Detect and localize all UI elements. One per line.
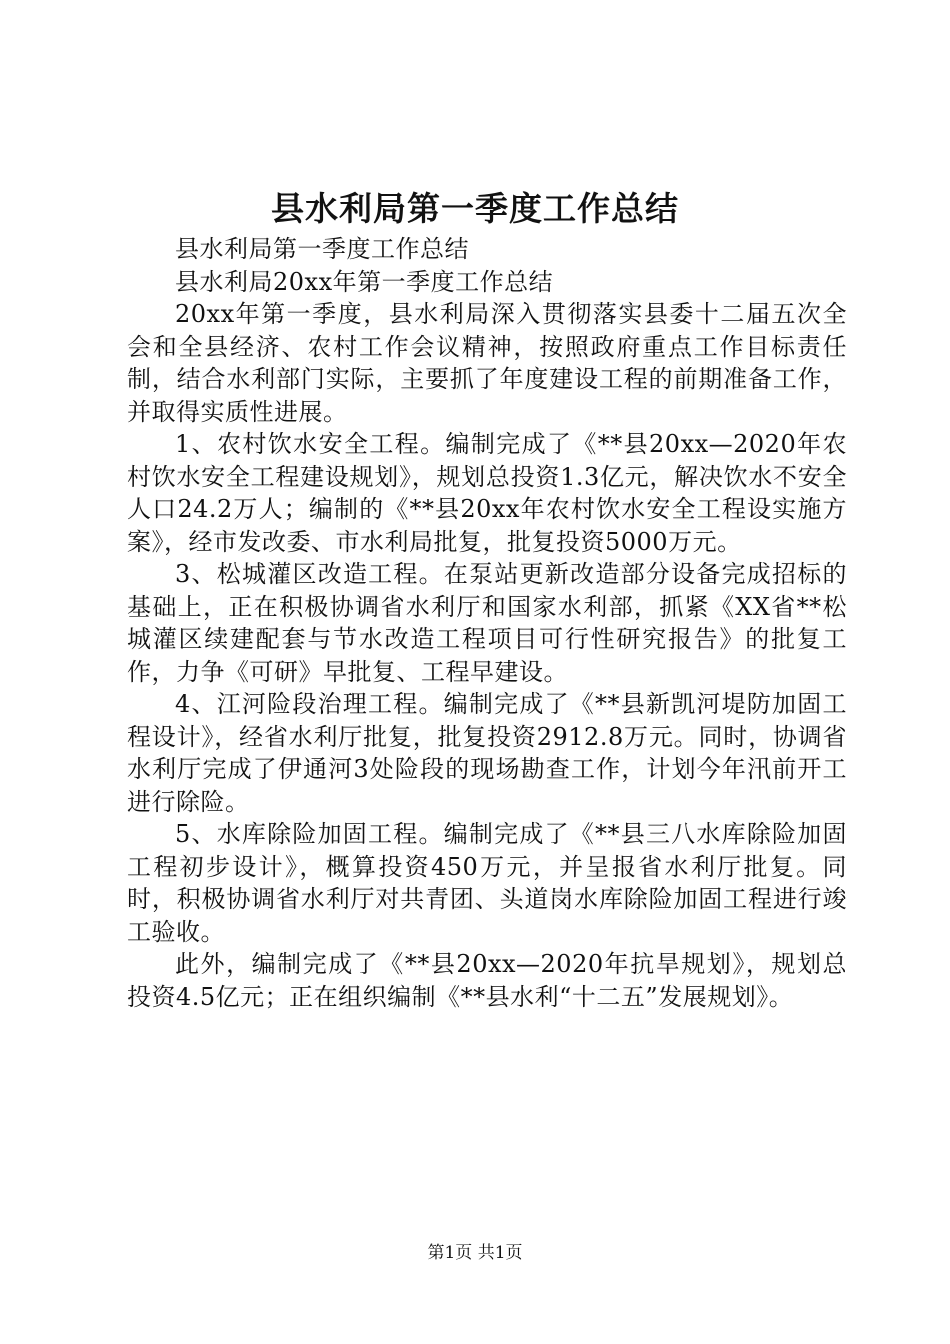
document-title: 县水利局第一季度工作总结 — [271, 189, 679, 228]
page-footer: 第1页 共1页 — [427, 1243, 523, 1263]
subtitle-year-paragraph: 县水利局20xx年第一季度工作总结 — [175, 267, 554, 296]
reservoir-paragraph: 5、水库除险加固工程。编制完成了《**县三八水库除险加固工程初步设计》，概算投资450万元，并呈报省水利厅批复。同时，积极协调省水利厅对共青团、头道岗水库除险加固工程进行竣工验收。 — [127, 820, 847, 946]
subtitle-paragraph: 县水利局第一季度工作总结 — [175, 235, 469, 263]
drinking-water-paragraph: 1、农村饮水安全工程。编制完成了《**县20xx—2020年农村饮水安全工程建设规划》，规划总投资1.3亿元，解决饮水不安全人口24.2万人；编制的《**县20xx年农村饮水安全工程设实施方案》，经市发改委、市水利局批复，批复投资5000万元。 — [127, 430, 847, 556]
irrigation-paragraph: 3、松城灌区改造工程。在泵站更新改造部分设备完成招标的基础上，正在积极协调省水利厅和国家水利部，抓紧《XX省**松城灌区续建配套与节水改造工程项目可行性研究报告》的批复工作，力争《可研》早批复、工程早建设。 — [127, 560, 847, 686]
intro-paragraph: 20xx年第一季度，县水利局深入贯彻落实县委十二届五次全会和全县经济、农村工作会议精神，按照政府重点工作目标责任制，结合水利部门实际，主要抓了年度建设工程的前期准备工作，并取得实质性进展。 — [127, 300, 847, 426]
additional-paragraph: 此外，编制完成了《**县20xx—2020年抗旱规划》，规划总投资4.5亿元；正在组织编制《**县水利“十二五”发展规划》。 — [127, 950, 847, 1011]
document-body — [127, 233, 847, 1013]
river-paragraph: 4、江河险段治理工程。编制完成了《**县新凯河堤防加固工程设计》，经省水利厅批复，批复投资2912.8万元。同时，协调省水利厅完成了伊通河3处险段的现场勘查工作，计划今年汛前开工进行除险。 — [127, 690, 847, 816]
